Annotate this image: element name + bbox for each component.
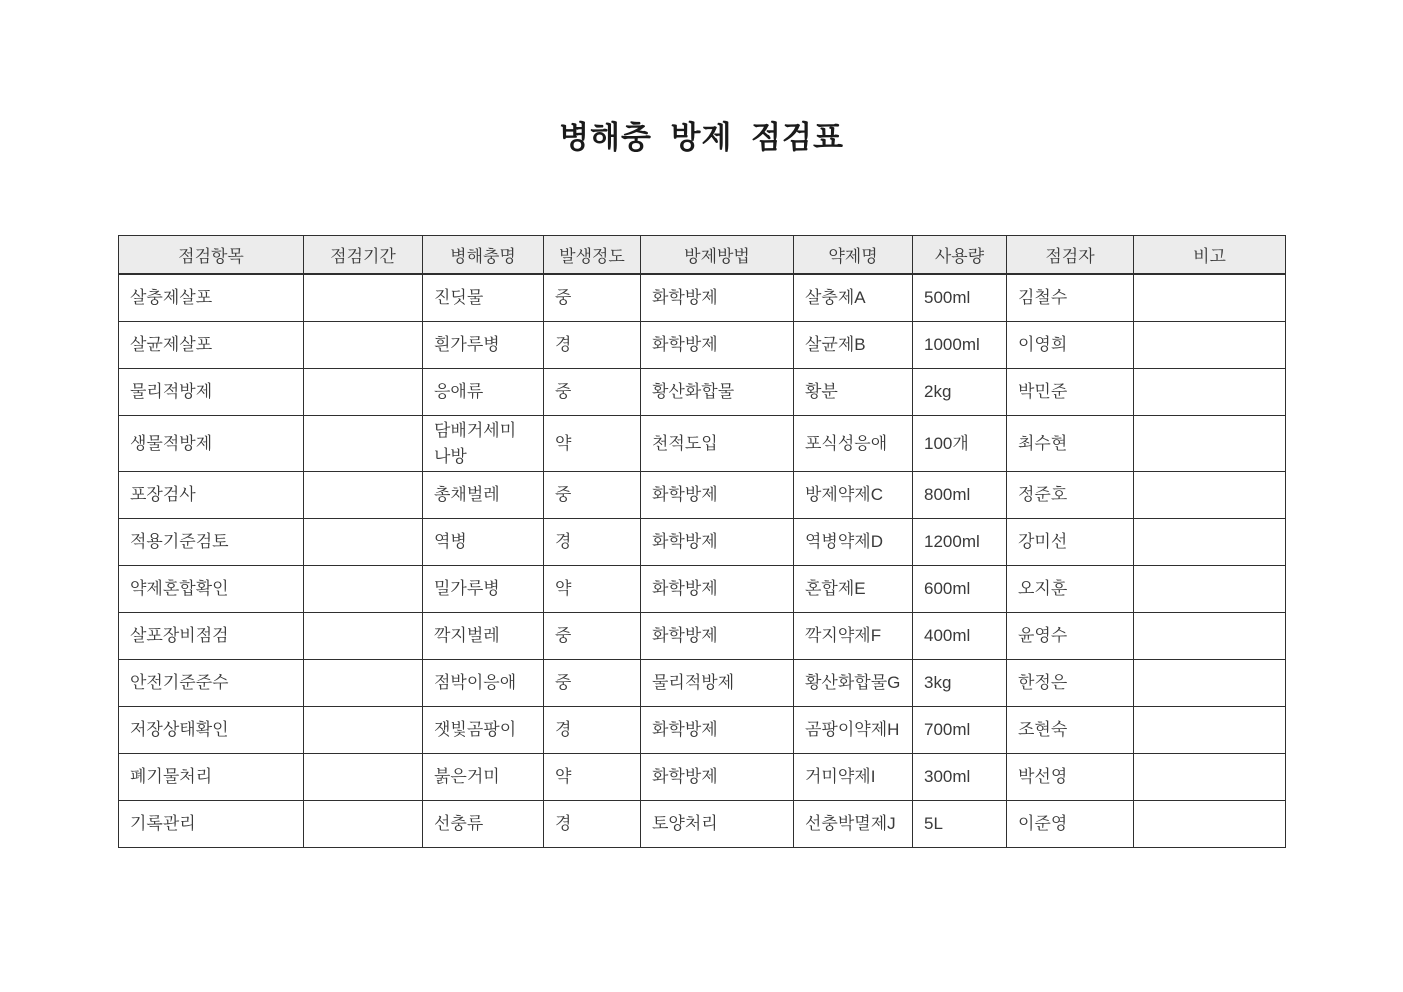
table-row — [119, 801, 1286, 848]
cell-note — [1134, 519, 1286, 566]
cell-note — [1134, 660, 1286, 707]
cell-level: 중 — [544, 472, 641, 519]
column-header-note: 비고 — [1134, 236, 1286, 275]
cell-inspector: 김철수 — [1007, 274, 1134, 322]
cell-pest: 담배거세미나방 — [423, 416, 544, 472]
cell-level: 중 — [544, 274, 641, 322]
cell-chemical: 깍지약제F — [794, 613, 913, 660]
cell-pest: 붉은거미 — [423, 754, 544, 801]
cell-chemical: 포식성응애 — [794, 416, 913, 472]
table-body — [119, 274, 1286, 848]
cell-amount: 5L — [913, 801, 1007, 848]
cell-method: 화학방제 — [641, 707, 794, 754]
cell-period — [304, 416, 423, 472]
cell-inspector: 강미선 — [1007, 519, 1134, 566]
cell-note — [1134, 322, 1286, 369]
pest-control-checklist-table — [118, 235, 1286, 848]
cell-pest: 총채벌레 — [423, 472, 544, 519]
cell-inspector: 조현숙 — [1007, 707, 1134, 754]
cell-amount: 1000ml — [913, 322, 1007, 369]
cell-chemical: 황산화합물G — [794, 660, 913, 707]
cell-method: 화학방제 — [641, 566, 794, 613]
cell-amount: 3kg — [913, 660, 1007, 707]
cell-level: 약 — [544, 566, 641, 613]
cell-amount: 500ml — [913, 274, 1007, 322]
cell-pest: 진딧물 — [423, 274, 544, 322]
cell-item: 저장상태확인 — [119, 707, 304, 754]
cell-inspector: 박선영 — [1007, 754, 1134, 801]
cell-chemical: 살충제A — [794, 274, 913, 322]
cell-pest: 역병 — [423, 519, 544, 566]
table-row — [119, 322, 1286, 369]
cell-period — [304, 519, 423, 566]
cell-item: 폐기물처리 — [119, 754, 304, 801]
cell-item: 생물적방제 — [119, 416, 304, 472]
cell-period — [304, 566, 423, 613]
cell-note — [1134, 613, 1286, 660]
cell-period — [304, 322, 423, 369]
cell-pest: 깍지벌레 — [423, 613, 544, 660]
cell-inspector: 오지훈 — [1007, 566, 1134, 613]
table-row — [119, 369, 1286, 416]
cell-period — [304, 472, 423, 519]
column-header-level: 발생정도 — [544, 236, 641, 275]
cell-level: 경 — [544, 519, 641, 566]
cell-amount: 400ml — [913, 613, 1007, 660]
table-row — [119, 274, 1286, 322]
cell-pest: 흰가루병 — [423, 322, 544, 369]
table-row — [119, 707, 1286, 754]
cell-amount: 600ml — [913, 566, 1007, 613]
cell-item: 안전기준준수 — [119, 660, 304, 707]
cell-inspector: 최수현 — [1007, 416, 1134, 472]
cell-level: 중 — [544, 613, 641, 660]
cell-inspector: 이영희 — [1007, 322, 1134, 369]
cell-pest: 점박이응애 — [423, 660, 544, 707]
column-header-inspector: 점검자 — [1007, 236, 1134, 275]
cell-amount: 800ml — [913, 472, 1007, 519]
cell-period — [304, 707, 423, 754]
checklist-table-container — [118, 235, 1286, 848]
cell-inspector: 한정은 — [1007, 660, 1134, 707]
cell-method: 화학방제 — [641, 754, 794, 801]
cell-pest: 선충류 — [423, 801, 544, 848]
cell-inspector: 윤영수 — [1007, 613, 1134, 660]
cell-chemical: 방제약제C — [794, 472, 913, 519]
cell-period — [304, 754, 423, 801]
column-header-period: 점검기간 — [304, 236, 423, 275]
cell-level: 경 — [544, 801, 641, 848]
cell-method: 물리적방제 — [641, 660, 794, 707]
cell-note — [1134, 566, 1286, 613]
cell-note — [1134, 707, 1286, 754]
column-header-method: 방제방법 — [641, 236, 794, 275]
cell-chemical: 곰팡이약제H — [794, 707, 913, 754]
table-row — [119, 416, 1286, 472]
cell-item: 물리적방제 — [119, 369, 304, 416]
cell-level: 경 — [544, 707, 641, 754]
cell-method: 화학방제 — [641, 613, 794, 660]
cell-method: 황산화합물 — [641, 369, 794, 416]
page-title: 병해충 방제 점검표 — [559, 120, 844, 155]
cell-level: 중 — [544, 660, 641, 707]
cell-period — [304, 274, 423, 322]
cell-period — [304, 613, 423, 660]
cell-level: 중 — [544, 369, 641, 416]
cell-chemical: 거미약제I — [794, 754, 913, 801]
column-header-item: 점검항목 — [119, 236, 304, 275]
cell-method: 화학방제 — [641, 274, 794, 322]
cell-amount: 300ml — [913, 754, 1007, 801]
table-row — [119, 613, 1286, 660]
cell-pest: 밀가루병 — [423, 566, 544, 613]
cell-chemical: 혼합제E — [794, 566, 913, 613]
cell-chemical: 선충박멸제J — [794, 801, 913, 848]
table-row — [119, 566, 1286, 613]
column-header-amount: 사용량 — [913, 236, 1007, 275]
cell-note — [1134, 274, 1286, 322]
cell-level: 경 — [544, 322, 641, 369]
cell-amount: 1200ml — [913, 519, 1007, 566]
cell-method: 천적도입 — [641, 416, 794, 472]
cell-method: 화학방제 — [641, 472, 794, 519]
cell-item: 약제혼합확인 — [119, 566, 304, 613]
cell-method: 토양처리 — [641, 801, 794, 848]
table-header-row — [119, 236, 1286, 275]
cell-level: 약 — [544, 416, 641, 472]
cell-note — [1134, 369, 1286, 416]
cell-item: 기록관리 — [119, 801, 304, 848]
table-row — [119, 754, 1286, 801]
cell-item: 적용기준검토 — [119, 519, 304, 566]
cell-chemical: 살균제B — [794, 322, 913, 369]
column-header-pest: 병해충명 — [423, 236, 544, 275]
table-row — [119, 472, 1286, 519]
cell-inspector: 정준호 — [1007, 472, 1134, 519]
cell-period — [304, 801, 423, 848]
cell-note — [1134, 472, 1286, 519]
cell-amount: 100개 — [913, 416, 1007, 472]
cell-inspector: 이준영 — [1007, 801, 1134, 848]
cell-amount: 700ml — [913, 707, 1007, 754]
cell-period — [304, 369, 423, 416]
cell-item: 포장검사 — [119, 472, 304, 519]
cell-note — [1134, 416, 1286, 472]
cell-note — [1134, 754, 1286, 801]
cell-item: 살충제살포 — [119, 274, 304, 322]
cell-chemical: 역병약제D — [794, 519, 913, 566]
cell-level: 약 — [544, 754, 641, 801]
column-header-chemical: 약제명 — [794, 236, 913, 275]
table-row — [119, 519, 1286, 566]
cell-method: 화학방제 — [641, 322, 794, 369]
cell-note — [1134, 801, 1286, 848]
cell-amount: 2kg — [913, 369, 1007, 416]
cell-inspector: 박민준 — [1007, 369, 1134, 416]
cell-item: 살포장비점검 — [119, 613, 304, 660]
cell-pest: 잿빛곰팡이 — [423, 707, 544, 754]
cell-pest: 응애류 — [423, 369, 544, 416]
cell-method: 화학방제 — [641, 519, 794, 566]
cell-item: 살균제살포 — [119, 322, 304, 369]
table-row — [119, 660, 1286, 707]
cell-period — [304, 660, 423, 707]
cell-chemical: 황분 — [794, 369, 913, 416]
